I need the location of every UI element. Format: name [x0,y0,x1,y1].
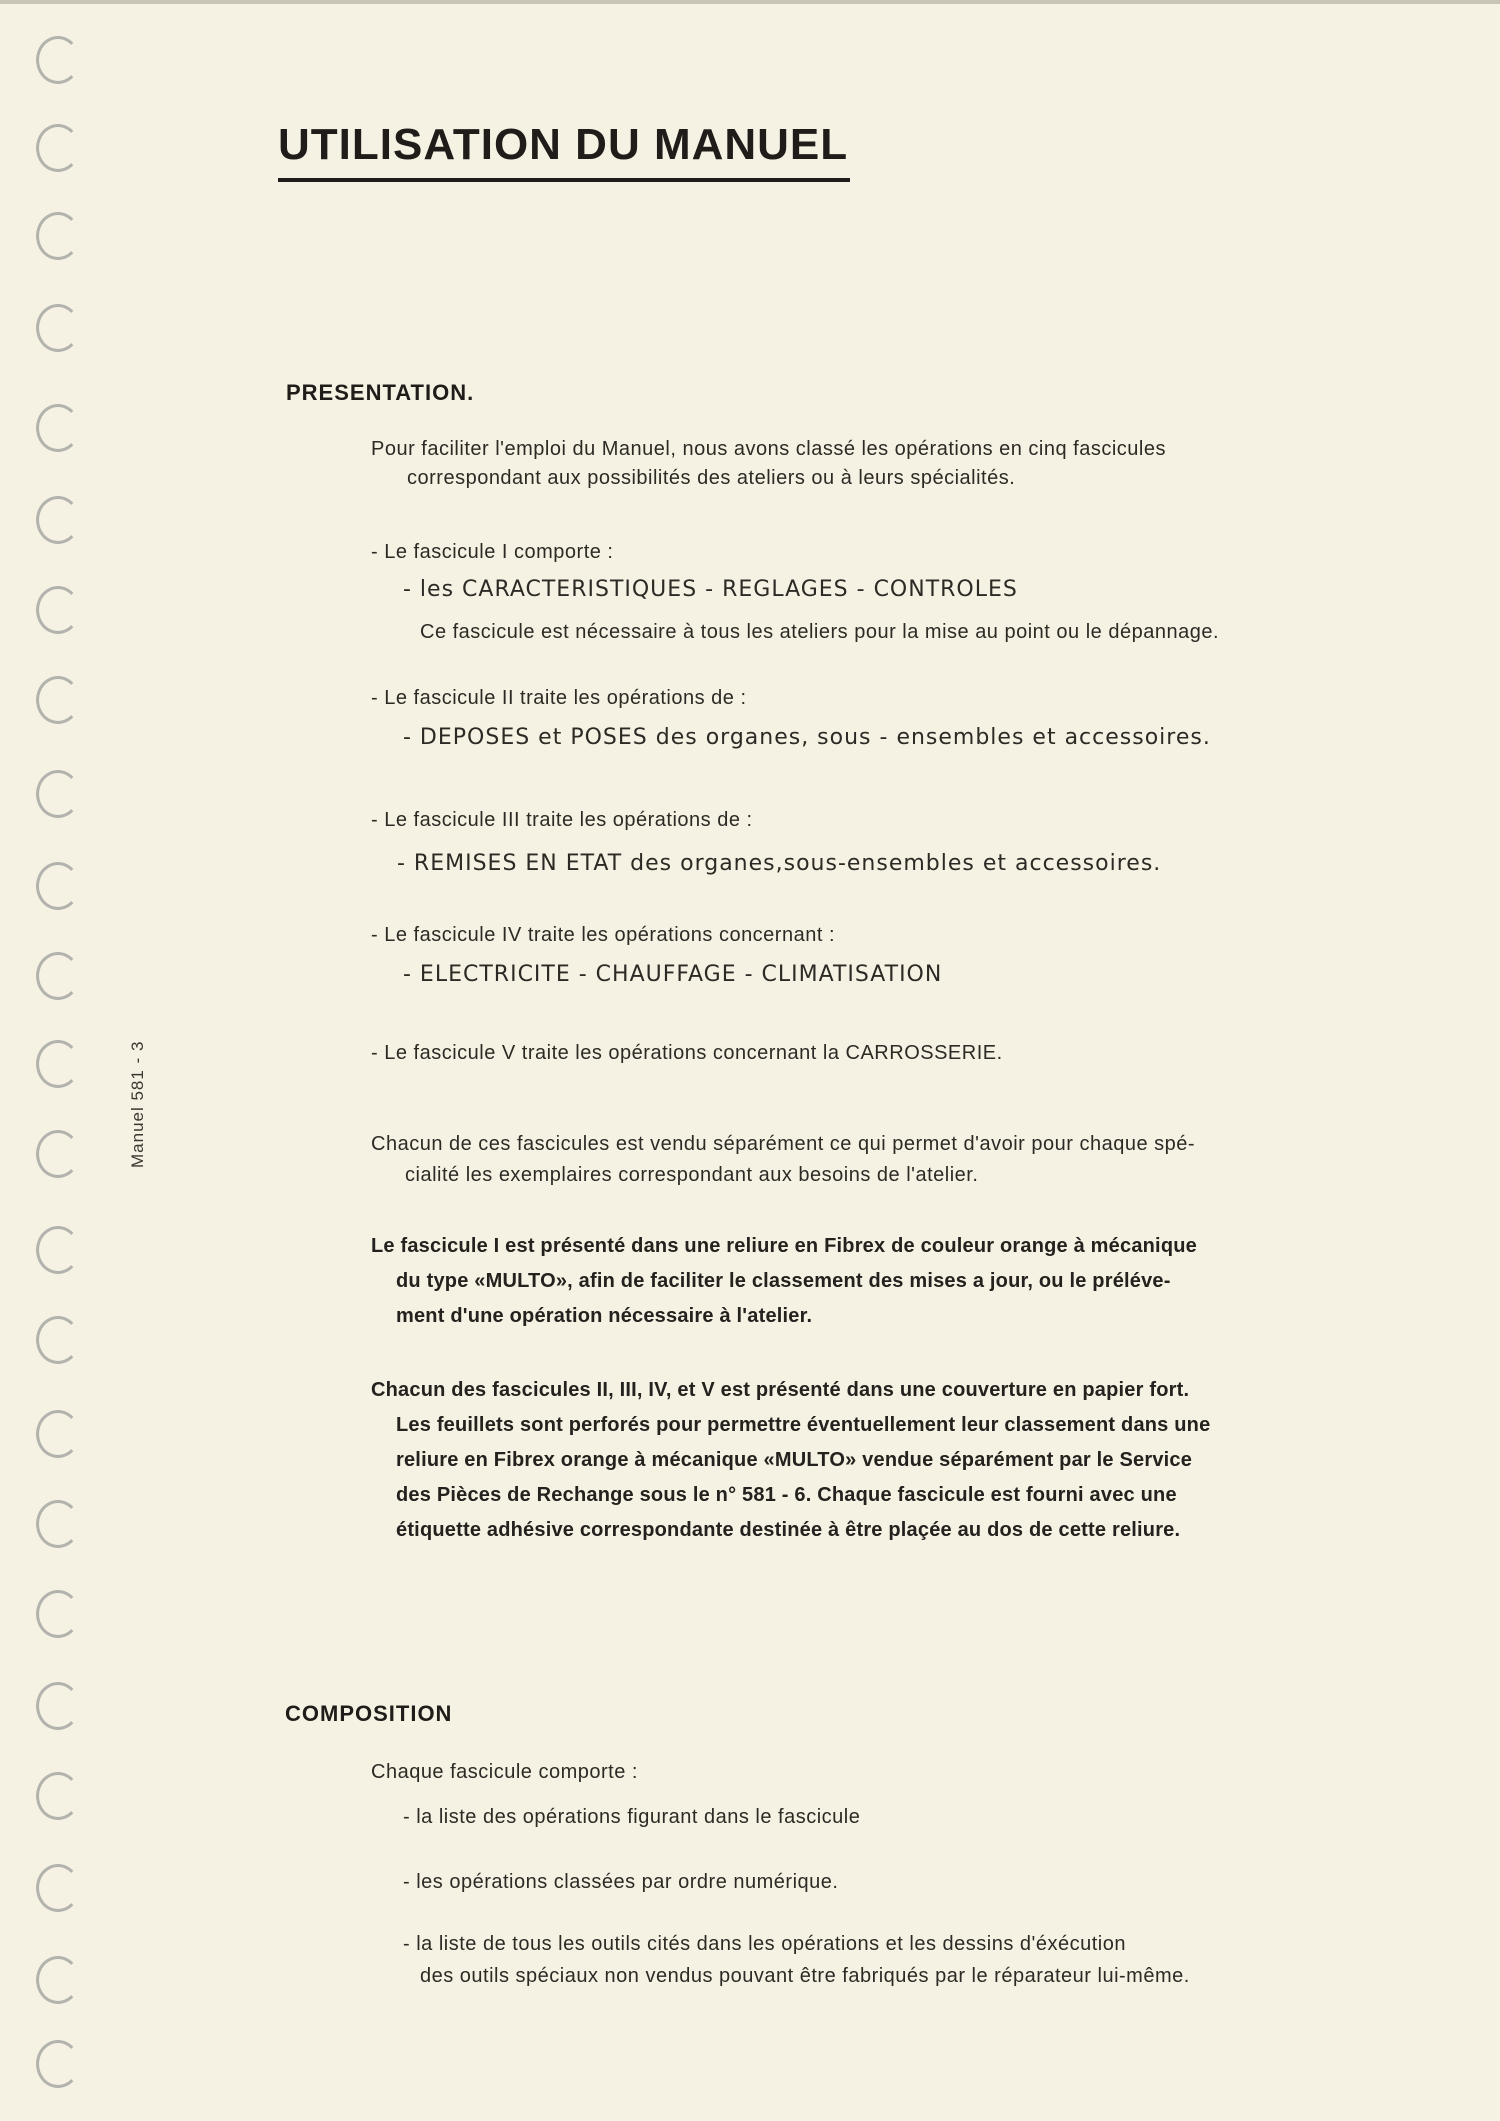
binder-hole-icon [36,36,80,84]
composition-heading: COMPOSITION [285,1701,453,1726]
binder-hole-icon [36,862,80,910]
binder-hole-icon [36,586,80,634]
binder-hole-icon [36,496,80,544]
binder-hole-icon [36,1956,80,2004]
binder-hole-icon [36,1864,80,1912]
binder-hole-icon [36,1040,80,1088]
composition-item: - les opérations classées par ordre numérique. [403,1871,839,1893]
fascicule-5-intro: - Le fascicule V traite les opérations concernant la CARROSSERIE. [371,1042,1003,1064]
binder-hole-icon [36,1682,80,1730]
fascicule-3-intro: - Le fascicule III traite les opérations de : [371,809,753,831]
sold-separately-line: Chacun de ces fascicules est vendu séparément ce qui permet d'avoir pour chaque spé- [371,1133,1196,1155]
binder-hole-icon [36,1226,80,1274]
presentation-intro-line: Pour faciliter l'emploi du Manuel, nous avons classé les opérations en cinq fascicules [371,438,1166,460]
composition-item: des outils spéciaux non vendus pouvant être fabriqués par le réparateur lui-même. [420,1965,1190,1987]
title-underline [278,178,850,182]
binder-hole-icon [36,2040,80,2088]
manual-reference: Manuel 581 - 3 [128,1040,147,1168]
fascicule-2-intro: - Le fascicule II traite les opérations de : [371,687,747,709]
presentation-heading: PRESENTATION. [286,380,475,405]
binder-hole-icon [36,1590,80,1638]
binder-hole-icon [36,1316,80,1364]
fascicule-4-intro: - Le fascicule IV traite les opérations concernant : [371,924,836,946]
binder-hole-icon [36,404,80,452]
binder-hole-icon [36,124,80,172]
fascicule-1-note: Ce fascicule est nécessaire à tous les ateliers pour la mise au point ou le dépannage. [420,621,1220,643]
binding-fascicules-2-5-line: Chacun des fascicules II, III, IV, et V est présenté dans une couverture en papier fort. [371,1379,1190,1401]
binder-hole-icon [36,212,80,260]
binder-hole-icon [36,1772,80,1820]
binding-fascicules-2-5-line: Les feuillets sont perforés pour permettre éventuellement leur classement dans une [396,1414,1211,1436]
composition-item: - la liste de tous les outils cités dans les opérations et les dessins d'éxécution [403,1933,1126,1955]
fascicule-4-item: - ELECTRICITE - CHAUFFAGE - CLIMATISATION [403,962,943,987]
binder-hole-icon [36,1500,80,1548]
binding-fascicules-2-5-line: reliure en Fibrex orange à mécanique «MULTO» vendue séparément par le Service [396,1449,1193,1471]
binder-hole-icon [36,304,80,352]
binder-hole-icon [36,770,80,818]
binding-fascicule-1-line: Le fascicule I est présenté dans une reliure en Fibrex de couleur orange à mécanique [371,1235,1197,1257]
page-title: UTILISATION DU MANUEL [278,120,849,169]
presentation-intro-line: correspondant aux possibilités des ateliers ou à leurs spécialités. [407,467,1016,489]
fascicule-1-intro: - Le fascicule I comporte : [371,541,614,563]
composition-item: - la liste des opérations figurant dans le fascicule [403,1806,861,1828]
binder-hole-icon [36,952,80,1000]
fascicule-1-item: - les CARACTERISTIQUES - REGLAGES - CONTROLES [403,577,1018,602]
binder-hole-icon [36,1410,80,1458]
binding-fascicules-2-5-line: étiquette adhésive correspondante destinée à être plaçée au dos de cette reliure. [396,1519,1181,1541]
binder-hole-icon [36,1130,80,1178]
composition-intro: Chaque fascicule comporte : [371,1761,638,1783]
binding-fascicules-2-5-line: des Pièces de Rechange sous le n° 581 - 6. Chaque fascicule est fourni avec une [396,1484,1177,1506]
sold-separately-line: cialité les exemplaires correspondant aux besoins de l'atelier. [405,1164,979,1186]
page-top-edge [0,0,1500,4]
binding-fascicule-1-line: du type «MULTO», afin de faciliter le classement des mises a jour, ou le préléve- [396,1270,1171,1292]
binding-fascicule-1-line: ment d'une opération nécessaire à l'atelier. [396,1305,813,1327]
fascicule-2-item: - DEPOSES et POSES des organes, sous - ensembles et accessoires. [403,725,1211,750]
binder-hole-icon [36,676,80,724]
fascicule-3-item: - REMISES EN ETAT des organes,sous-ensembles et accessoires. [397,851,1162,876]
